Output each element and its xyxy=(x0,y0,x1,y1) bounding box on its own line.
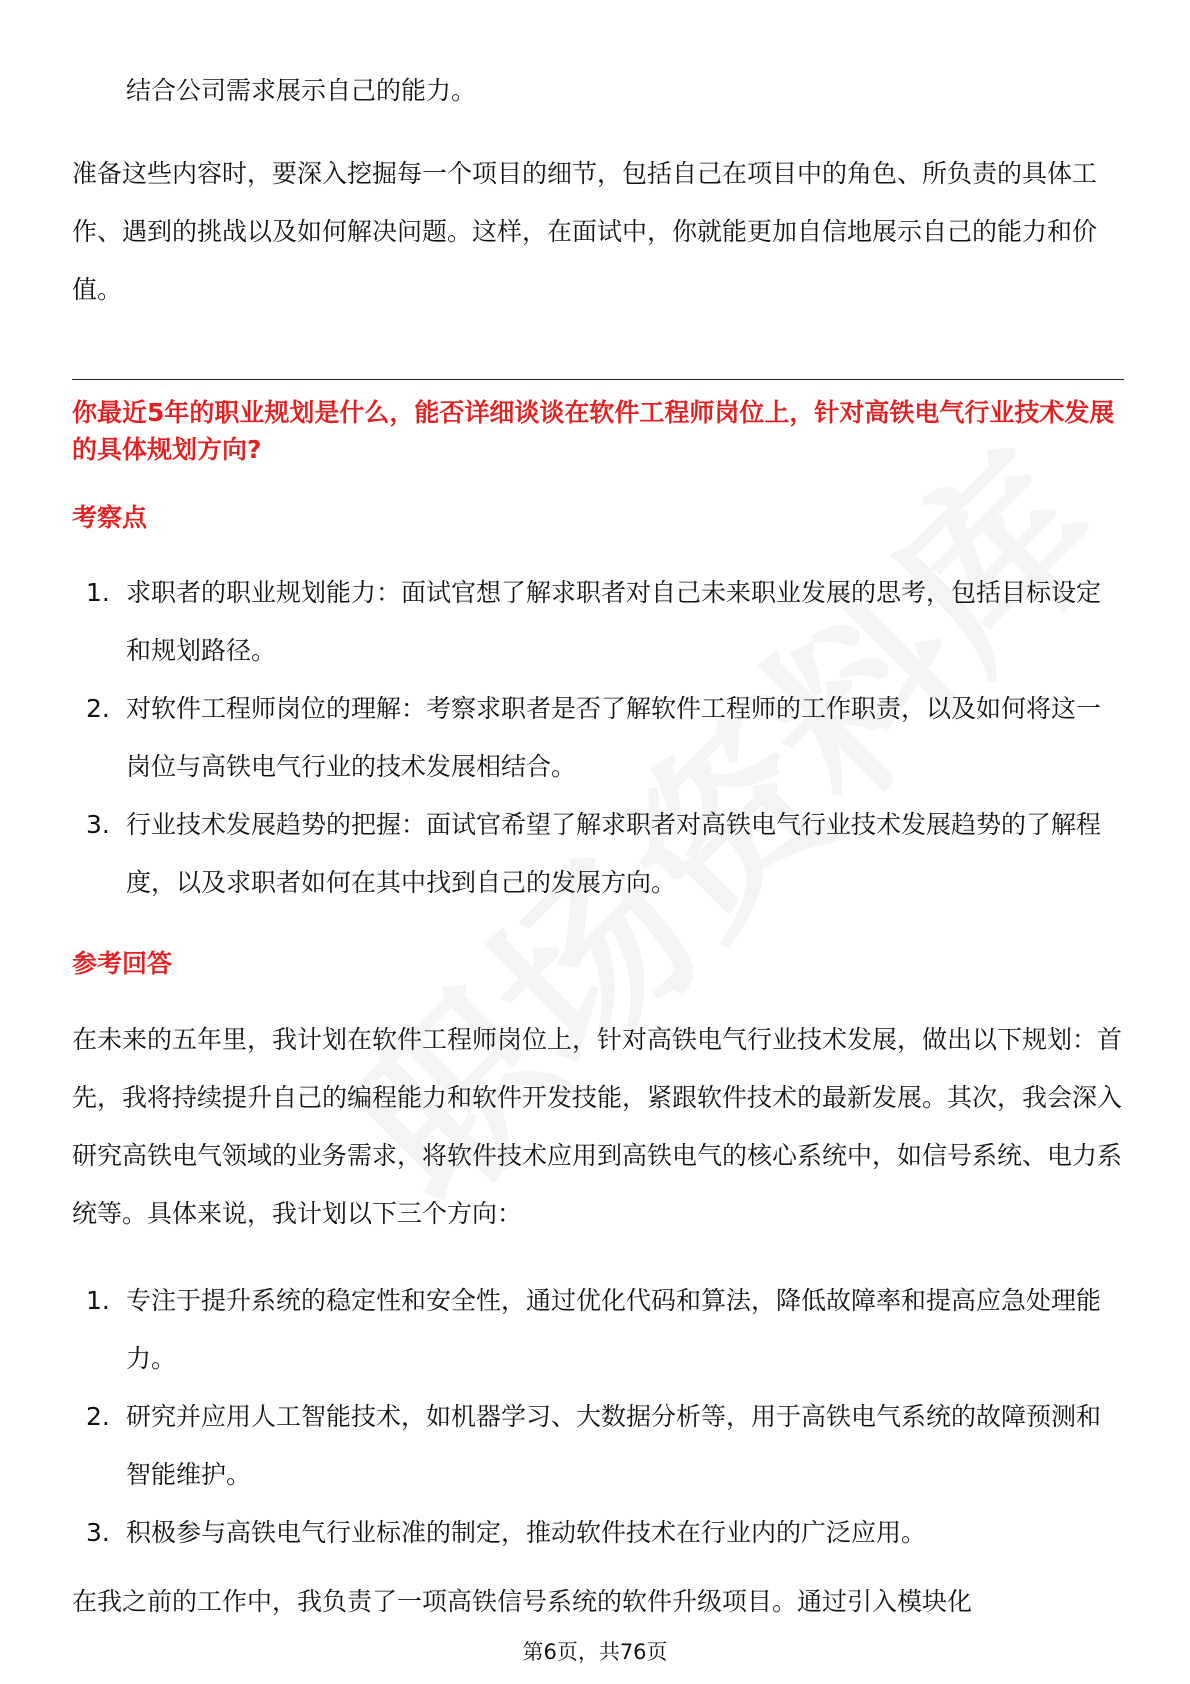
list-item-number: 3. xyxy=(86,810,110,839)
list-item xyxy=(0,796,1124,912)
interview-question: 你最近5年的职业规划是什么，能否详细谈谈在软件工程师岗位上，针对高铁电气行业技术发展的具体规划方向? xyxy=(72,398,1115,464)
list-item-text: 求职者的职业规划能力：面试官想了解求职者对自己未来职业发展的思考，包括目标设定和规划路径。 xyxy=(126,578,1102,665)
list-item xyxy=(0,564,1124,680)
section-divider xyxy=(72,379,1124,380)
list-item-text: 积极参与高铁电气行业标准的制定，推动软件技术在行业内的广泛应用。 xyxy=(126,1518,927,1547)
list-item-text: 专注于提升系统的稳定性和安全性，通过优化代码和算法，降低故障率和提高应急处理能力。 xyxy=(126,1286,1102,1373)
prep-paragraph: 准备这些内容时，要深入挖掘每一个项目的细节，包括自己在项目中的角色、所负责的具体工作、遇到的挑战以及如何解决问题。这样，在面试中，你就能更加自信地展示自己的能力和价值。 xyxy=(72,159,1098,304)
list-item-text: 对软件工程师岗位的理解：考察求职者是否了解软件工程师的工作职责，以及如何将这一岗位与高铁电气行业的技术发展相结合。 xyxy=(126,694,1102,781)
answer-intro: 在未来的五年里，我计划在软件工程师岗位上，针对高铁电气行业技术发展，做出以下规划：首先，我将持续提升自己的编程能力和软件开发技能，紧跟软件技术的最新发展。其次，我会深入研究高铁电气领域的业务需求，将软件技术应用到高铁电气的核心系统中，如信号系统、电力系统等。具体来说，我计划以下三个方向： xyxy=(72,1025,1123,1228)
list-item-number: 2. xyxy=(86,1402,110,1431)
answer-heading: 参考回答 xyxy=(72,949,173,978)
list-item xyxy=(0,680,1124,796)
list-item-number: 1. xyxy=(86,578,110,607)
list-item-text: 研究并应用人工智能技术，如机器学习、大数据分析等，用于高铁电气系统的故障预测和智能维护。 xyxy=(126,1402,1102,1489)
assessment-heading: 考察点 xyxy=(72,503,148,532)
list-item xyxy=(0,1272,1124,1388)
intro-tail-text: 结合公司需求展示自己的能力。 xyxy=(126,76,477,105)
list-item-number: 2. xyxy=(86,694,110,723)
list-item-number: 3. xyxy=(86,1518,110,1547)
list-item xyxy=(0,1504,1124,1562)
list-item-number: 1. xyxy=(86,1286,110,1315)
answer-list xyxy=(0,1272,1124,1562)
list-item xyxy=(0,1388,1124,1504)
assessment-list xyxy=(0,564,1124,912)
page-number: 第6页，共76页 xyxy=(522,1640,668,1664)
list-item-text: 行业技术发展趋势的把握：面试官希望了解求职者对高铁电气行业技术发展趋势的了解程度，以及求职者如何在其中找到自己的发展方向。 xyxy=(126,810,1102,897)
closing-paragraph: 在我之前的工作中，我负责了一项高铁信号系统的软件升级项目。通过引入模块化 xyxy=(72,1587,973,1616)
